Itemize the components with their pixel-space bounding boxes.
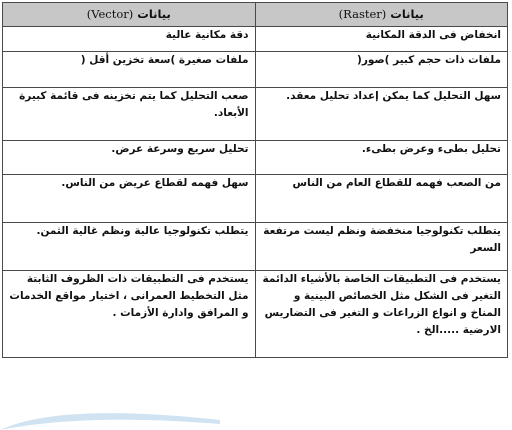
raster-cell-text: يستخدم فى التطبيقات الخاصة بالأشياء الدائمة التغير فى الشكل مثل الخصائص البينية و المناخ و انواع الزراعات و التغير فى التضاريس الارضية .....الخ . bbox=[262, 273, 501, 336]
header-raster-arabic: بيانات bbox=[390, 7, 424, 21]
raster-cell bbox=[255, 141, 508, 175]
raster-cell bbox=[255, 175, 508, 223]
vector-cell-text: تحليل سريع وسرعة عرض. bbox=[111, 143, 249, 155]
table-row bbox=[3, 88, 508, 141]
raster-cell bbox=[255, 27, 508, 52]
table-row bbox=[3, 141, 508, 175]
vector-cell-text: صعب التحليل كما يتم تخزينه فى قائمة كبيرة الأبعاد. bbox=[19, 90, 249, 119]
vector-cell-text: يتطلب تكنولوجيا عالية ونظم غالية الثمن. bbox=[36, 225, 249, 237]
table-row bbox=[3, 223, 508, 271]
header-vector-arabic: بيانات bbox=[137, 7, 171, 21]
vector-cell-text: سهل فهمه لقطاع عريض من الناس. bbox=[61, 177, 249, 189]
vector-cell-text: دقة مكانية عالية bbox=[165, 29, 249, 41]
raster-cell-text: من الصعب فهمه للقطاع العام من الناس bbox=[292, 177, 501, 189]
vector-cell-text: ملفات صغيرة )سعة تخزين أقل ( bbox=[80, 54, 249, 66]
table-row bbox=[3, 175, 508, 223]
vector-cell bbox=[3, 223, 256, 271]
table-row bbox=[3, 52, 508, 88]
raster-cell-text: سهل التحليل كما يمكن إعداد تحليل معقد. bbox=[286, 90, 501, 102]
swoosh-shape bbox=[0, 413, 220, 430]
raster-cell-text: تحليل بطىء وعرض بطىء. bbox=[361, 143, 501, 155]
vector-cell bbox=[3, 88, 256, 141]
vector-cell bbox=[3, 52, 256, 88]
header-raster bbox=[255, 3, 508, 27]
vector-cell bbox=[3, 271, 256, 358]
table-row bbox=[3, 271, 508, 358]
raster-cell bbox=[255, 88, 508, 141]
header-row bbox=[3, 3, 508, 27]
table-row bbox=[3, 27, 508, 52]
raster-cell-text: ملفات ذات حجم كبير )صور( bbox=[357, 54, 501, 66]
comparison-table bbox=[2, 2, 508, 358]
vector-cell bbox=[3, 141, 256, 175]
vector-cell bbox=[3, 27, 256, 52]
raster-cell-text: انخفاض فى الدقة المكانية bbox=[365, 29, 501, 41]
raster-cell bbox=[255, 271, 508, 358]
header-raster-latin: (Raster) bbox=[338, 7, 387, 21]
vector-cell bbox=[3, 175, 256, 223]
vector-cell-text: يستخدم فى التطبيقات ذات الظروف الثابتة مثل التخطيط العمرانى ، اختيار مواقع الخدمات و المرافق وادارة الأزمات . bbox=[9, 273, 249, 319]
raster-cell bbox=[255, 52, 508, 88]
decorative-swoosh bbox=[0, 390, 220, 430]
header-vector-latin: (Vector) bbox=[86, 7, 134, 21]
header-vector bbox=[3, 3, 256, 27]
raster-cell bbox=[255, 223, 508, 271]
raster-cell-text: يتطلب تكنولوجيا منخفضة ونظم ليست مرتفعة السعر bbox=[263, 225, 501, 254]
